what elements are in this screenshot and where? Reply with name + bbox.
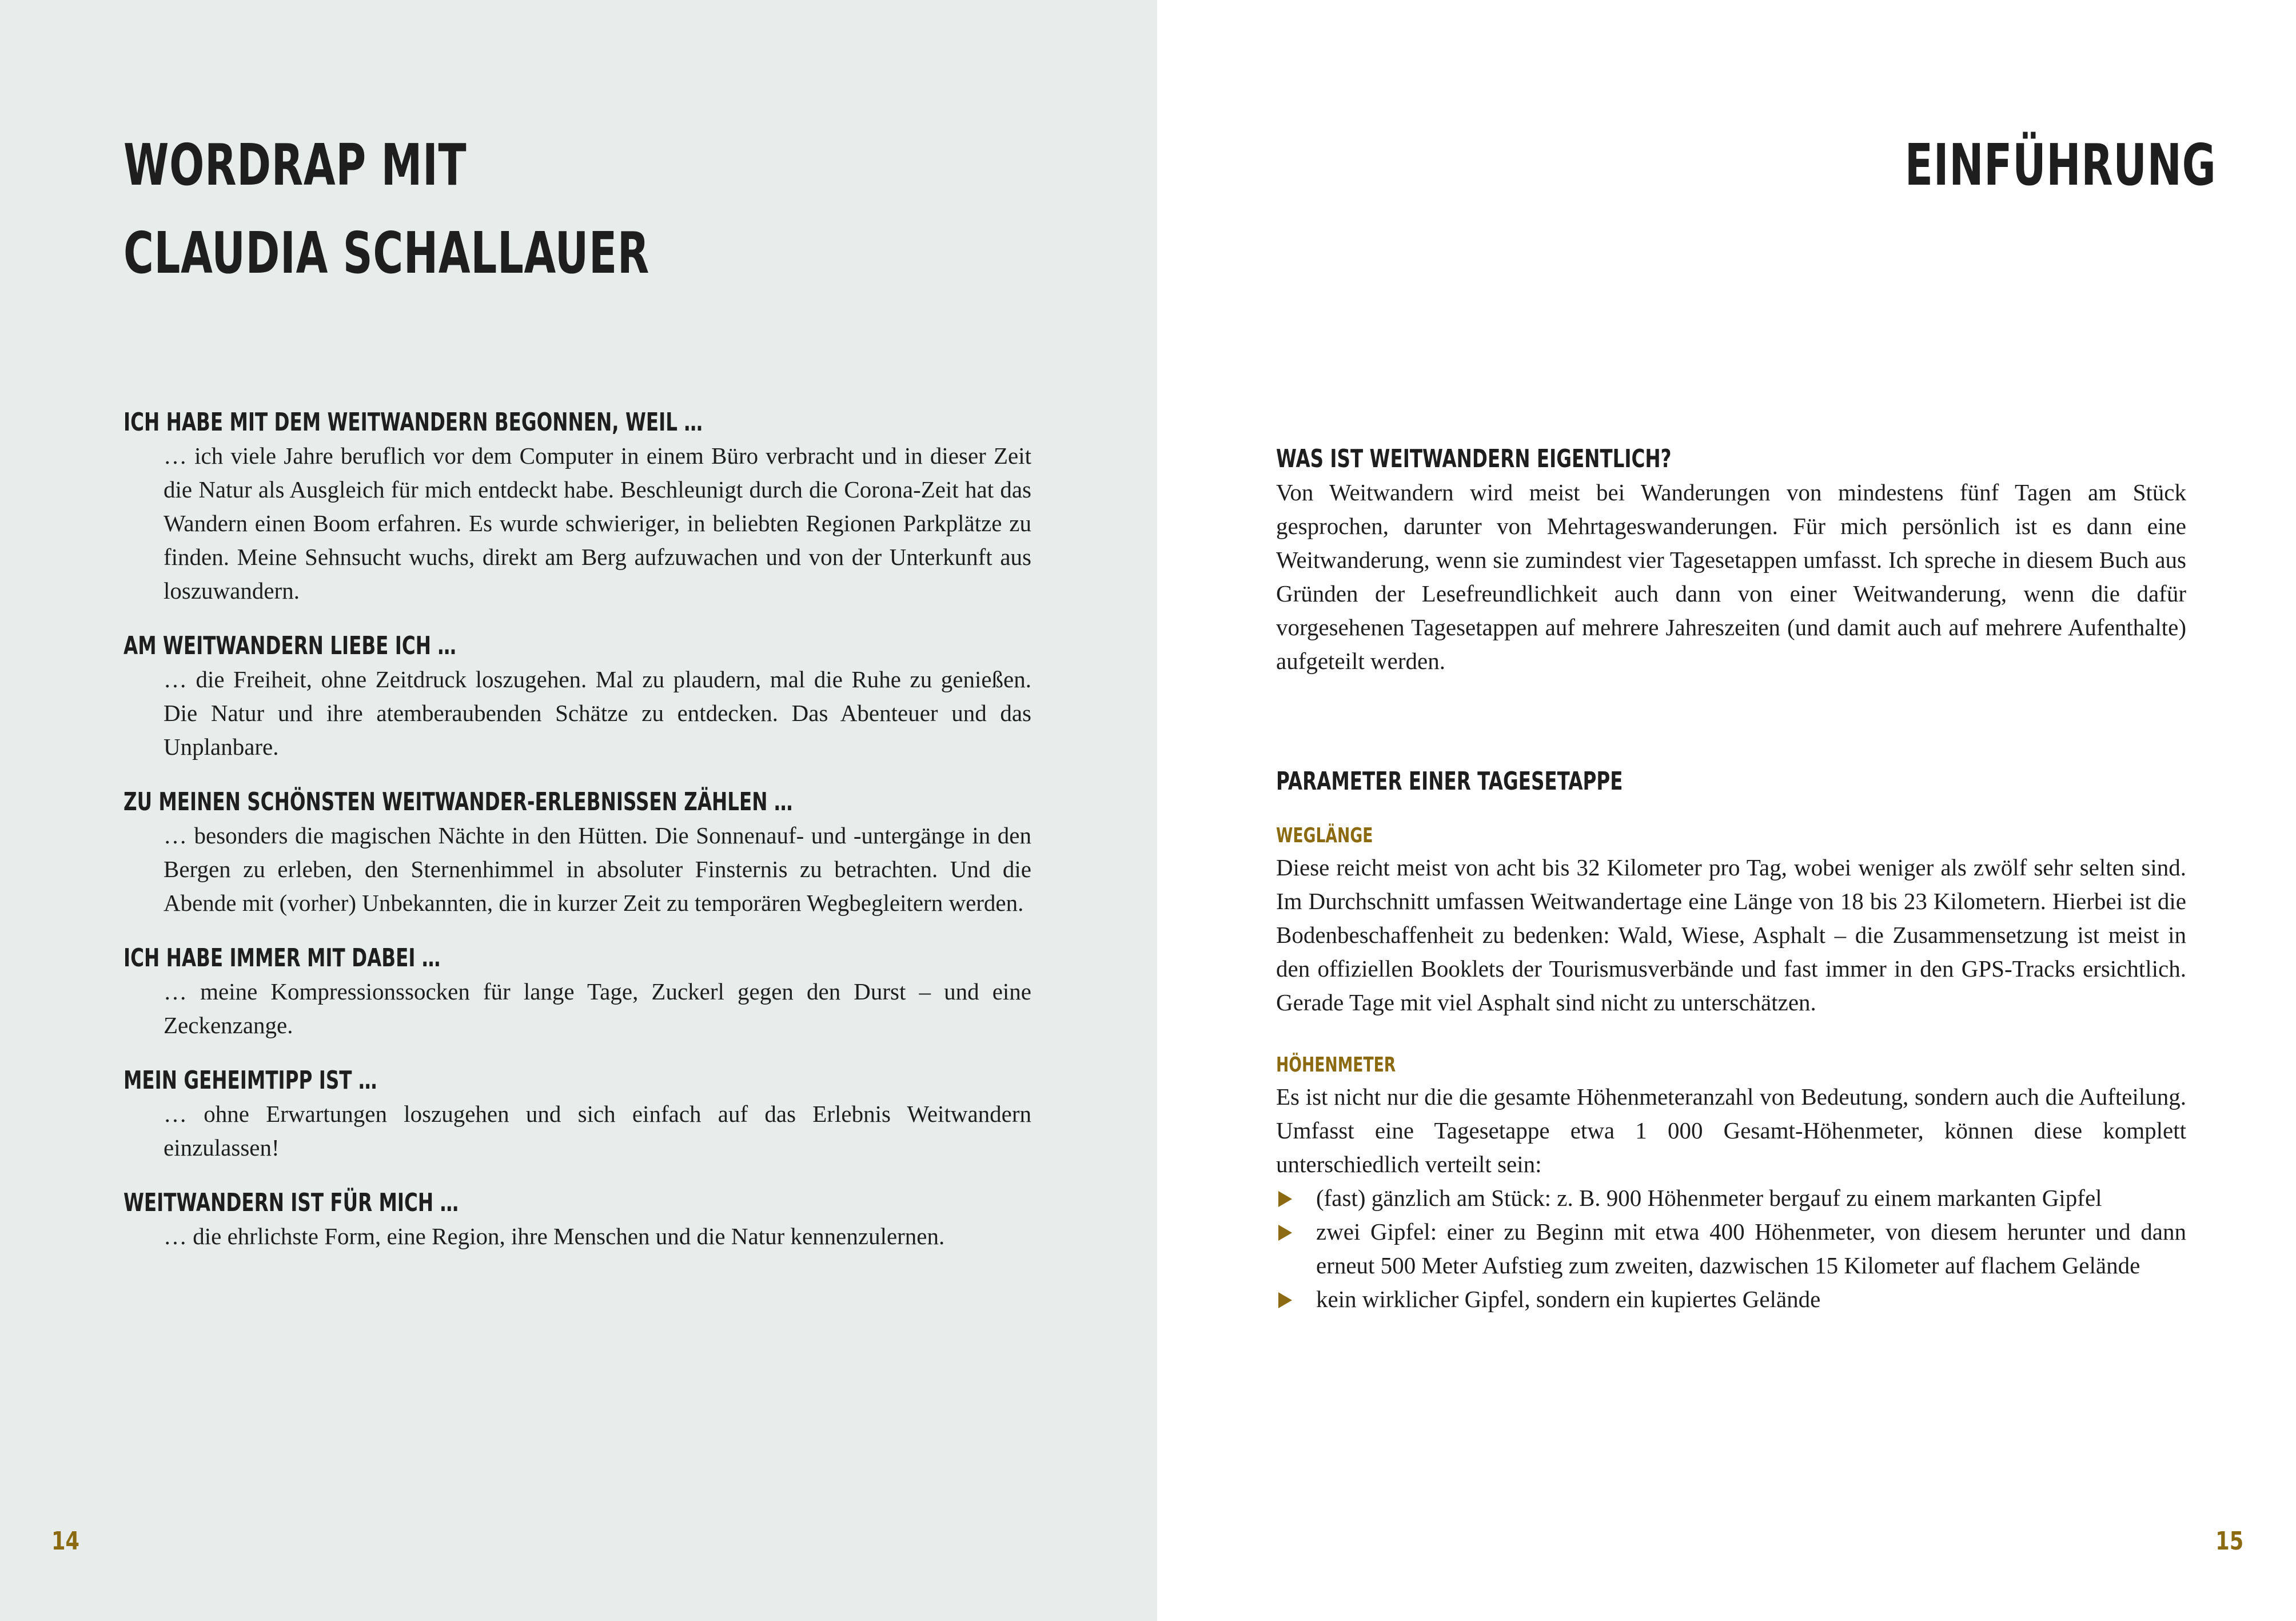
triangle-bullet-icon xyxy=(1278,1225,1292,1241)
triangle-bullet-icon xyxy=(1278,1191,1292,1207)
right-page-title xyxy=(1904,121,2216,209)
text-hoehenmeter: Es ist nicht nur die die gesamte Höhenmeteranzahl von Bedeutung, sondern auch die Aufteilung. Umfasst eine Tagesetappe etwa 1 000 Gesamt-Höhenmeter, können diese komplett unterschiedlich verteilt sein: xyxy=(1276,1084,2186,1177)
wordrap-list xyxy=(123,405,1031,1274)
wordrap-answer: … die Freiheit, ohne Zeitdruck loszugehen. Mal zu plaudern, mal die Ruhe zu genießen. Die Natur und ihre atemberaubenden Schätze zu entdecken. Das Abenteuer und das Unplanbare. xyxy=(164,666,1031,760)
text-weglaenge: Diese reicht meist von acht bis 32 Kilometer pro Tag, wobei weniger als zwölf sehr selten sind. Im Durchschnitt umfassen Weitwandertage eine Länge von 18 bis 23 Kilometern. Hierbei ist die Bodenbeschaffenheit zu bedenken: Wald, Wiese, Asphalt – die Zusammensetzung ist meist in den offiziellen Booklets der Tourismusverbände und fast immer in den GPS-Tracks ersichtlich. Gerade Tage mit viel Asphalt sind nicht zu unterschätzen. xyxy=(1276,854,2186,1015)
introduction-content xyxy=(1276,441,2186,1316)
list-item-text: zwei Gipfel: einer zu Beginn mit etwa 400 Höhenmeter, von diesem herunter und dann erneut 500 Meter Aufstieg zum zweiten, dazwischen 15 Kilometer auf flachem Gelände xyxy=(1316,1218,2186,1279)
list-item-text: kein wirklicher Gipfel, sondern ein kupiertes Gelände xyxy=(1316,1286,1821,1312)
wordrap-item xyxy=(123,941,1031,1042)
wordrap-answer: … meine Kompressionssocken für lange Tage, Zuckerl gegen den Durst – und eine Zeckenzange. xyxy=(164,978,1031,1038)
wordrap-item xyxy=(123,1185,1031,1253)
list-item xyxy=(1276,1283,2186,1316)
wordrap-question: ICH HABE IMMER MIT DABEI … xyxy=(123,943,441,973)
page-number-left: 14 xyxy=(51,1527,79,1556)
hoehenmeter-bullet-list xyxy=(1276,1181,2186,1316)
triangle-bullet-icon xyxy=(1278,1292,1292,1308)
subheading-weglaenge: WEGLÄNGE xyxy=(1276,824,1373,847)
section-heading-what-is: WAS IST WEITWANDERN EIGENTLICH? xyxy=(1276,444,1672,473)
wordrap-question: WEITWANDERN IST FÜR MICH … xyxy=(123,1188,459,1217)
subheading-hoehenmeter: HÖHENMETER xyxy=(1276,1053,1396,1077)
list-item xyxy=(1276,1215,2186,1283)
section-text-what-is: Von Weitwandern wird meist bei Wanderungen von mindestens fünf Tagen am Stück gesprochen, darunter von Mehrtageswanderungen. Für mich persönlich ist es dann eine Weitwanderung, wenn sie zumindest vier Tagesetappen umfasst. Ich spreche in diesem Buch aus Gründen der Lesefreundlichkeit auch dann von einer Weitwanderung, wenn die dafür vorgesehenen Tagesetappen auf mehrere Jahreszeiten (und damit auch auf mehrere Aufenthalte) aufgeteilt werden. xyxy=(1276,479,2186,674)
page-number-right: 15 xyxy=(2215,1527,2243,1556)
wordrap-question: MEIN GEHEIMTIPP IST … xyxy=(123,1066,377,1095)
wordrap-item xyxy=(123,1063,1031,1165)
wordrap-item xyxy=(123,784,1031,920)
title-line-2: CLAUDIA SCHALLAUER xyxy=(123,220,650,286)
wordrap-item xyxy=(123,628,1031,764)
list-item-text: (fast) gänzlich am Stück: z. B. 900 Höhenmeter bergauf zu einem markanten Gipfel xyxy=(1316,1185,2102,1211)
list-item xyxy=(1276,1181,2186,1215)
section-heading-parameters: PARAMETER EINER TAGESETAPPE xyxy=(1276,767,1623,796)
wordrap-answer: … ohne Erwartungen loszugehen und sich einfach auf das Erlebnis Weitwandern einzulassen! xyxy=(164,1101,1031,1161)
wordrap-question: ZU MEINEN SCHÖNSTEN WEITWANDER-ERLEBNISSEN ZÄHLEN … xyxy=(123,787,793,817)
wordrap-answer: … besonders die magischen Nächte in den Hütten. Die Sonnenauf- und -untergänge in den Bergen zu erleben, den Sternenhimmel in absoluter Finsternis zu betrachten. Und die Abende mit (vorher) Unbekannten, die in kurzer Zeit zu temporären Wegbegleitern werden. xyxy=(164,822,1031,916)
left-page-title xyxy=(123,121,649,297)
wordrap-question: AM WEITWANDERN LIEBE ICH … xyxy=(123,631,456,660)
title-text: EINFÜHRUNG xyxy=(1904,132,2216,198)
wordrap-answer: … die ehrlichste Form, eine Region, ihre Menschen und die Natur kennenzulernen. xyxy=(164,1223,945,1249)
wordrap-answer: … ich viele Jahre beruflich vor dem Computer in einem Büro verbracht und in dieser Zeit die Natur als Ausgleich für mich entdeckt habe. Beschleunigt durch die Corona-Zeit hat das Wandern einen Boom erfahren. Es wurde schwieriger, in beliebten Regionen Parkplätze zu finden. Meine Sehnsucht wuchs, direkt am Berg aufzuwachen und von der Unterkunft aus loszuwandern. xyxy=(164,443,1031,604)
title-line-1: WORDRAP MIT xyxy=(123,132,467,198)
wordrap-question: ICH HABE MIT DEM WEITWANDERN BEGONNEN, WEIL … xyxy=(123,408,703,437)
wordrap-item xyxy=(123,405,1031,608)
